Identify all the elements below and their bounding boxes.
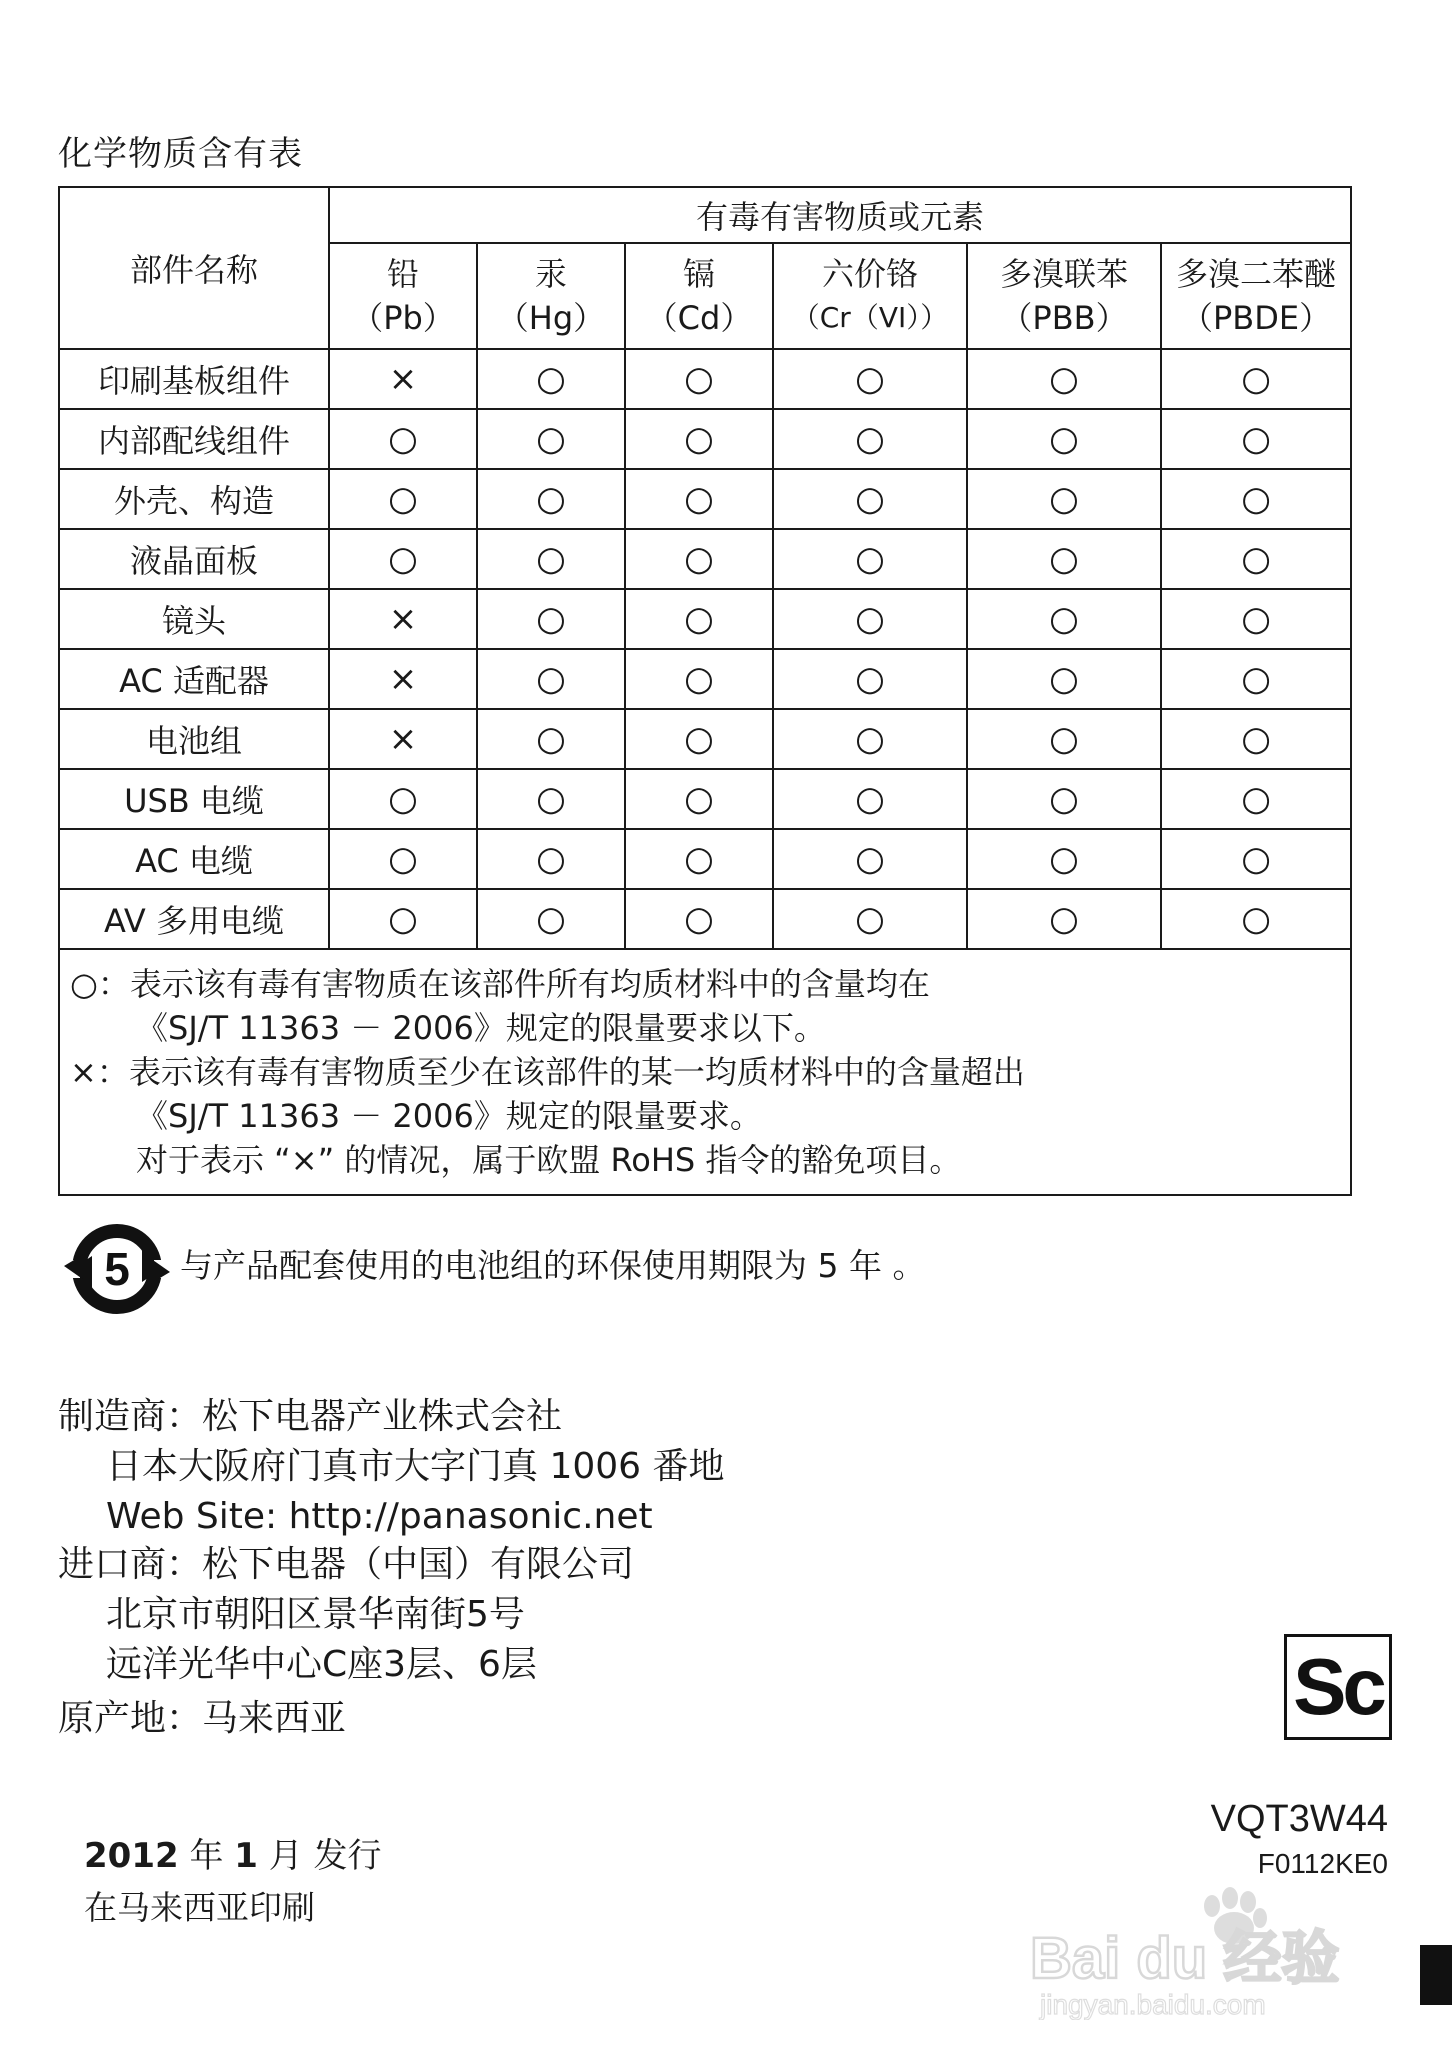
substance-mark-cell: ○ [1161,529,1351,589]
column-name: 汞 [534,255,567,293]
substance-mark-cell: ○ [625,829,773,889]
table-row [59,469,1351,529]
column-header [477,243,625,349]
part-name-cell: 外壳、构造 [59,469,329,529]
page-edge-tab [1420,1945,1452,2005]
print-place: 在马来西亚印刷 [84,1888,315,1927]
substance-mark-cell: ○ [773,649,967,709]
substance-mark-cell: ○ [773,829,967,889]
substance-mark-cell: ○ [477,349,625,409]
column-name: 铅 [386,255,419,293]
substance-mark-cell: ○ [329,409,477,469]
document-subcode: F0112KE0 [1257,1848,1388,1879]
table-row [59,889,1351,949]
substance-mark-cell: ○ [773,469,967,529]
part-name-cell: AC 适配器 [59,649,329,709]
substance-mark-cell: ○ [625,529,773,589]
column-symbol: （PBDE） [1180,299,1332,337]
substance-mark-cell: ○ [967,649,1161,709]
substance-mark-cell: ○ [477,469,625,529]
substance-table [58,186,1352,1196]
table-row [59,829,1351,889]
substance-mark-cell: ○ [967,709,1161,769]
substance-mark-cell: ○ [625,469,773,529]
substance-mark-cell: ○ [329,529,477,589]
substance-mark-cell: ○ [1161,589,1351,649]
substance-mark-cell: ○ [625,349,773,409]
page-title: 化学物质含有表 [58,134,303,174]
document-code: VQT3W44 [1210,1798,1388,1840]
column-header [967,243,1161,349]
column-name: 多溴联苯 [999,255,1128,293]
table-row [59,649,1351,709]
substance-mark-cell: ○ [477,769,625,829]
substance-mark-cell: ○ [477,829,625,889]
part-name-cell: 内部配线组件 [59,409,329,469]
substance-mark-cell: ○ [329,889,477,949]
substance-mark-cell: ○ [967,589,1161,649]
battery-note: 与产品配套使用的电池组的环保使用期限为 5 年 。 [180,1246,926,1285]
substance-mark-cell: × [329,349,477,409]
substance-mark-cell: ○ [967,469,1161,529]
substance-mark-cell: ○ [477,409,625,469]
note-cross-line3: 对于表示 “×” 的情况，属于欧盟 RoHS 指令的豁免项目。 [136,1141,962,1179]
substance-mark-cell: ○ [1161,889,1351,949]
substance-mark-cell: ○ [1161,469,1351,529]
note-circle-line1: ○：表示该有毒有害物质在该部件所有均质材料中的含量均在 [70,965,930,1003]
column-header [1161,243,1351,349]
part-name-cell: AV 多用电缆 [59,889,329,949]
substance-mark-cell: ○ [329,829,477,889]
substance-mark-cell: ○ [1161,709,1351,769]
table-row [59,529,1351,589]
issue-month: 1 [234,1836,258,1876]
issue-year-unit: 年 [178,1836,235,1876]
substance-mark-cell: ○ [625,769,773,829]
recycle-period-number: 5 [104,1243,130,1295]
substance-mark-cell: ○ [967,529,1161,589]
substance-mark-cell: ○ [625,709,773,769]
column-name: 多溴二苯醚 [1176,255,1337,293]
column-symbol: （Cr（VI）） [791,301,949,334]
substance-mark-cell: ○ [1161,769,1351,829]
column-name: 六价铬 [821,255,918,293]
notes-cell [59,949,1351,1195]
column-header [773,243,967,349]
column-header [329,243,477,349]
table-row [59,769,1351,829]
note-cross-line2: 《SJ/T 11363 － 2006》规定的限量要求。 [136,1097,762,1135]
importer-block [58,1540,634,1690]
watermark-url: jingyan.baidu.com [1040,1989,1266,2020]
substance-mark-cell: ○ [477,709,625,769]
column-symbol: （Cd） [645,299,753,337]
substance-mark-cell: ○ [1161,349,1351,409]
table-row [59,409,1351,469]
substance-mark-cell: ○ [625,889,773,949]
substance-mark-cell: ○ [1161,829,1351,889]
substance-mark-cell: ○ [773,889,967,949]
substance-mark-cell: ○ [329,469,477,529]
part-header: 部件名称 [59,187,329,349]
substance-mark-cell: ○ [477,529,625,589]
table-row [59,589,1351,649]
column-header [625,243,773,349]
substance-mark-cell: ○ [773,709,967,769]
substance-mark-cell: ○ [773,769,967,829]
substance-mark-cell: ○ [967,349,1161,409]
note-circle-line2: 《SJ/T 11363 － 2006》规定的限量要求以下。 [136,1009,826,1047]
manufacturer-website: Web Site: http://panasonic.net [106,1496,653,1537]
origin-line: 原产地：马来西亚 [58,1698,347,1739]
substance-mark-cell: ○ [477,589,625,649]
manufacturer-name: 制造商：松下电器产业株式会社 [58,1396,563,1437]
substance-mark-cell: × [329,649,477,709]
table-row [59,349,1351,409]
substance-mark-cell: × [329,589,477,649]
substance-mark-cell: ○ [625,589,773,649]
column-name: 镉 [682,255,715,293]
manufacturer-address: 日本大阪府门真市大字门真 1006 番地 [106,1446,725,1487]
substance-mark-cell: ○ [773,349,967,409]
table-row [59,709,1351,769]
part-name-cell: 印刷基板组件 [59,349,329,409]
substance-mark-cell: ○ [1161,409,1351,469]
substance-mark-cell: ○ [1161,649,1351,709]
substance-mark-cell: ○ [477,889,625,949]
substance-mark-cell: ○ [967,769,1161,829]
substance-mark-cell: ○ [773,589,967,649]
substance-mark-cell: ○ [625,409,773,469]
importer-address-1: 北京市朝阳区景华南街5号 [106,1594,525,1635]
group-header: 有毒有害物质或元素 [329,187,1351,243]
substance-mark-cell: ○ [773,529,967,589]
substance-mark-cell: ○ [967,889,1161,949]
substance-mark-cell: × [329,709,477,769]
importer-name: 进口商：松下电器（中国）有限公司 [58,1544,635,1585]
substance-mark-cell: ○ [477,649,625,709]
issue-month-unit: 月 发行 [257,1836,382,1876]
substance-mark-cell: ○ [967,409,1161,469]
part-name-cell: 电池组 [59,709,329,769]
issue-year: 2012 [84,1836,179,1876]
substance-mark-cell: ○ [967,829,1161,889]
substance-mark-cell: ○ [625,649,773,709]
manufacturer-block [58,1392,725,1542]
baidu-jingyan-watermark [1030,1870,1360,2020]
part-name-cell: USB 电缆 [59,769,329,829]
recycle-period-icon [62,1214,172,1324]
part-name-cell: 液晶面板 [59,529,329,589]
watermark-brand: Bai du 经验 [1030,1926,1340,1991]
substance-mark-cell: ○ [329,769,477,829]
note-cross-line1: ×：表示该有毒有害物质至少在该部件的某一均质材料中的含量超出 [70,1053,1025,1091]
substance-mark-cell: ○ [773,409,967,469]
sc-certification-mark: Sc [1284,1634,1392,1740]
importer-address-2: 远洋光华中心C座3层、6层 [106,1644,537,1685]
column-symbol: （Pb） [351,299,455,337]
issue-date [84,1828,382,1877]
column-symbol: （PBB） [1000,299,1128,337]
part-name-cell: 镜头 [59,589,329,649]
part-name-cell: AC 电缆 [59,829,329,889]
column-symbol: （Hg） [496,299,606,337]
